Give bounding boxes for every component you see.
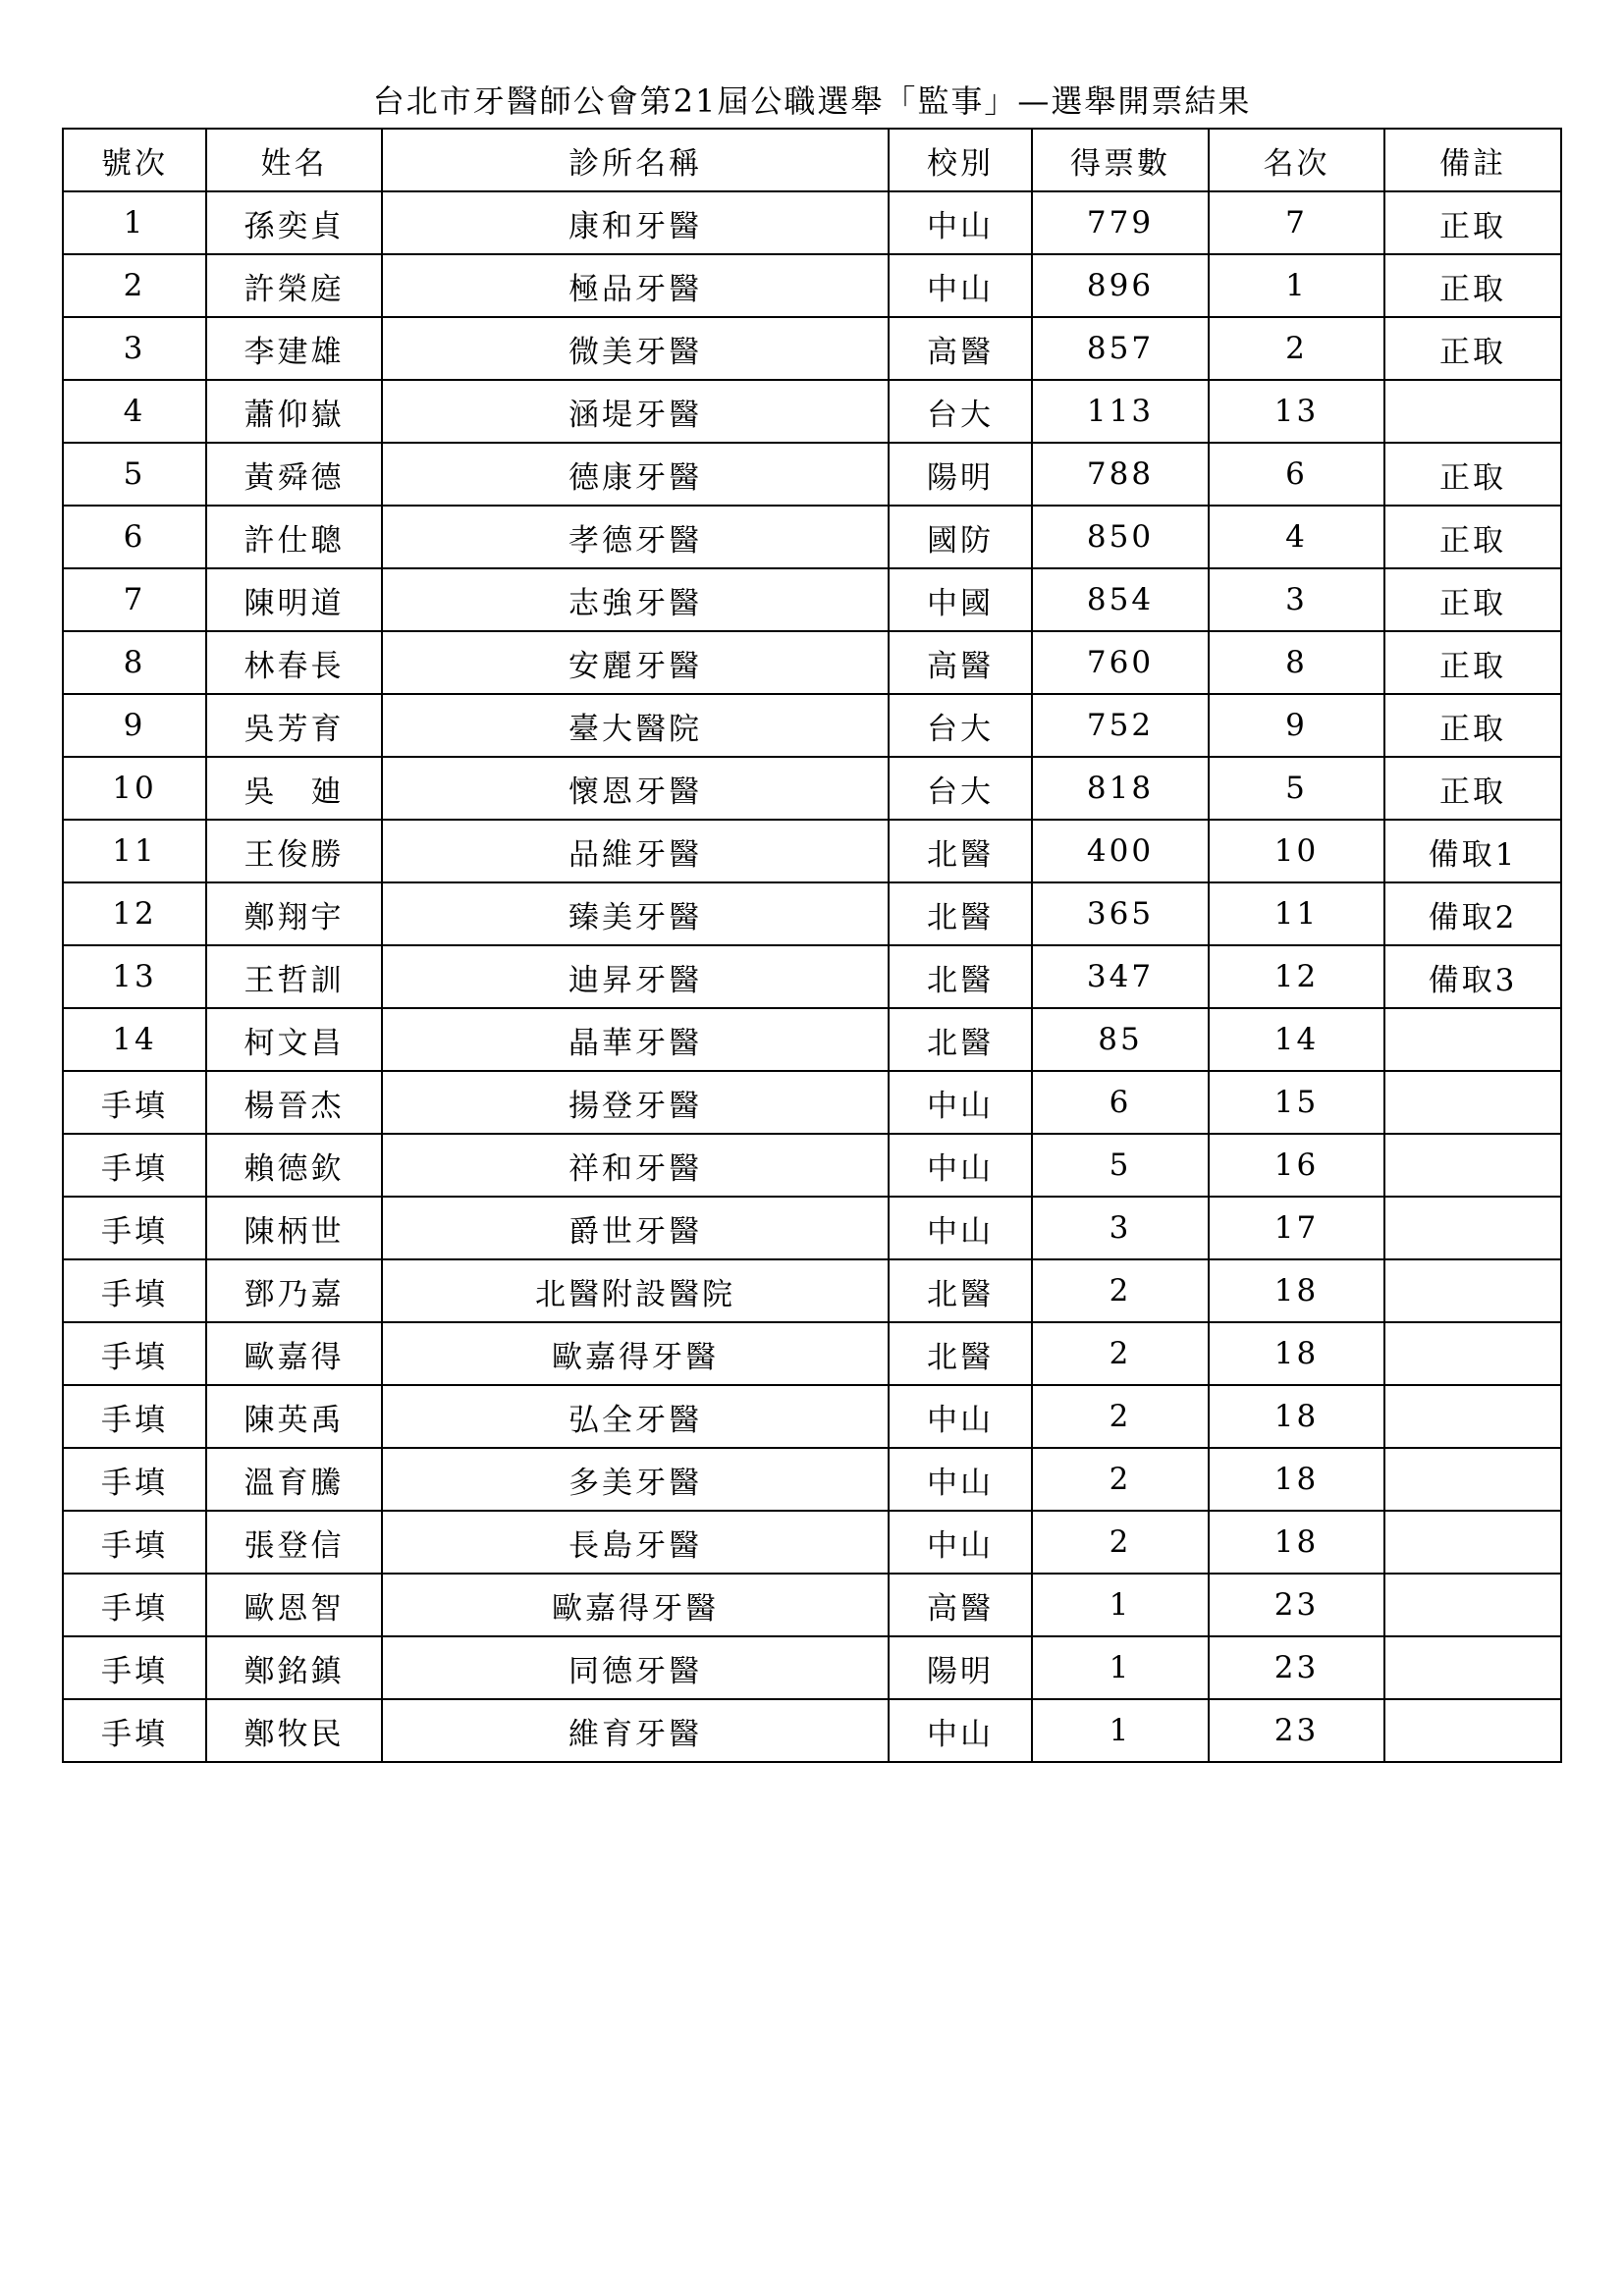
election-results-table — [62, 128, 1562, 1763]
cell-note — [1384, 380, 1561, 443]
cell-rank: 8 — [1209, 631, 1384, 694]
cell-note — [1384, 1071, 1561, 1134]
cell-note: 正取 — [1384, 757, 1561, 820]
cell-votes: 854 — [1032, 568, 1209, 631]
cell-number: 14 — [63, 1008, 206, 1071]
cell-rank: 5 — [1209, 757, 1384, 820]
cell-school: 台大 — [889, 380, 1032, 443]
cell-clinic: 揚登牙醫 — [382, 1071, 889, 1134]
cell-clinic: 維育牙醫 — [382, 1699, 889, 1762]
cell-rank: 16 — [1209, 1134, 1384, 1197]
cell-clinic: 臻美牙醫 — [382, 882, 889, 945]
cell-note — [1384, 1699, 1561, 1762]
cell-number: 手填 — [63, 1322, 206, 1385]
cell-rank: 18 — [1209, 1385, 1384, 1448]
cell-rank: 2 — [1209, 317, 1384, 380]
cell-rank: 10 — [1209, 820, 1384, 882]
cell-name: 張登信 — [206, 1511, 382, 1574]
cell-votes: 6 — [1032, 1071, 1209, 1134]
cell-clinic: 弘全牙醫 — [382, 1385, 889, 1448]
cell-note: 正取 — [1384, 694, 1561, 757]
table-row — [63, 1259, 1561, 1322]
cell-votes: 760 — [1032, 631, 1209, 694]
cell-school: 北醫 — [889, 1322, 1032, 1385]
cell-name: 鄭銘鎮 — [206, 1636, 382, 1699]
cell-name: 鄧乃嘉 — [206, 1259, 382, 1322]
cell-clinic: 臺大醫院 — [382, 694, 889, 757]
cell-votes: 347 — [1032, 945, 1209, 1008]
cell-votes: 1 — [1032, 1699, 1209, 1762]
cell-votes: 2 — [1032, 1322, 1209, 1385]
cell-number: 手填 — [63, 1385, 206, 1448]
cell-votes: 850 — [1032, 506, 1209, 568]
cell-rank: 18 — [1209, 1511, 1384, 1574]
cell-name: 許榮庭 — [206, 254, 382, 317]
cell-clinic: 德康牙醫 — [382, 443, 889, 506]
column-header-school: 校別 — [889, 129, 1032, 191]
cell-note — [1384, 1134, 1561, 1197]
cell-rank: 12 — [1209, 945, 1384, 1008]
cell-votes: 896 — [1032, 254, 1209, 317]
cell-votes: 752 — [1032, 694, 1209, 757]
cell-number: 7 — [63, 568, 206, 631]
cell-rank: 14 — [1209, 1008, 1384, 1071]
table-row — [63, 1197, 1561, 1259]
cell-clinic: 歐嘉得牙醫 — [382, 1574, 889, 1636]
cell-note: 正取 — [1384, 254, 1561, 317]
cell-clinic: 北醫附設醫院 — [382, 1259, 889, 1322]
cell-note: 正取 — [1384, 631, 1561, 694]
cell-votes: 779 — [1032, 191, 1209, 254]
table-row — [63, 631, 1561, 694]
cell-note: 正取 — [1384, 568, 1561, 631]
cell-votes: 3 — [1032, 1197, 1209, 1259]
cell-name: 歐恩智 — [206, 1574, 382, 1636]
cell-number: 手填 — [63, 1259, 206, 1322]
cell-votes: 400 — [1032, 820, 1209, 882]
cell-school: 國防 — [889, 506, 1032, 568]
cell-votes: 2 — [1032, 1448, 1209, 1511]
cell-rank: 6 — [1209, 443, 1384, 506]
cell-school: 台大 — [889, 757, 1032, 820]
cell-school: 中山 — [889, 1071, 1032, 1134]
cell-clinic: 長島牙醫 — [382, 1511, 889, 1574]
cell-name: 吳芳育 — [206, 694, 382, 757]
cell-note — [1384, 1574, 1561, 1636]
cell-rank: 13 — [1209, 380, 1384, 443]
cell-school: 中山 — [889, 1699, 1032, 1762]
cell-school: 北醫 — [889, 1008, 1032, 1071]
cell-number: 2 — [63, 254, 206, 317]
cell-school: 中國 — [889, 568, 1032, 631]
cell-rank: 23 — [1209, 1699, 1384, 1762]
table-row — [63, 1134, 1561, 1197]
cell-votes: 857 — [1032, 317, 1209, 380]
table-row — [63, 1008, 1561, 1071]
cell-note: 備取2 — [1384, 882, 1561, 945]
table-row — [63, 882, 1561, 945]
cell-name: 鄭牧民 — [206, 1699, 382, 1762]
cell-name: 林春長 — [206, 631, 382, 694]
table-row — [63, 945, 1561, 1008]
cell-name: 王哲訓 — [206, 945, 382, 1008]
table-row — [63, 694, 1561, 757]
cell-clinic: 迪昇牙醫 — [382, 945, 889, 1008]
cell-name: 歐嘉得 — [206, 1322, 382, 1385]
cell-rank: 3 — [1209, 568, 1384, 631]
cell-number: 8 — [63, 631, 206, 694]
cell-clinic: 祥和牙醫 — [382, 1134, 889, 1197]
table-header — [63, 129, 1561, 191]
cell-school: 台大 — [889, 694, 1032, 757]
cell-name: 王俊勝 — [206, 820, 382, 882]
table-row — [63, 1574, 1561, 1636]
cell-votes: 818 — [1032, 757, 1209, 820]
column-header-number: 號次 — [63, 129, 206, 191]
cell-name: 吳 廸 — [206, 757, 382, 820]
cell-clinic: 微美牙醫 — [382, 317, 889, 380]
cell-number: 手填 — [63, 1134, 206, 1197]
table-body — [63, 191, 1561, 1762]
cell-rank: 18 — [1209, 1322, 1384, 1385]
cell-clinic: 志強牙醫 — [382, 568, 889, 631]
cell-school: 北醫 — [889, 1259, 1032, 1322]
cell-rank: 9 — [1209, 694, 1384, 757]
cell-school: 中山 — [889, 1197, 1032, 1259]
cell-rank: 15 — [1209, 1071, 1384, 1134]
cell-clinic: 爵世牙醫 — [382, 1197, 889, 1259]
table-row — [63, 1699, 1561, 1762]
cell-number: 手填 — [63, 1511, 206, 1574]
cell-votes: 788 — [1032, 443, 1209, 506]
cell-note: 備取3 — [1384, 945, 1561, 1008]
table-row — [63, 568, 1561, 631]
cell-number: 手填 — [63, 1574, 206, 1636]
cell-note — [1384, 1259, 1561, 1322]
cell-name: 陳英禹 — [206, 1385, 382, 1448]
table-row — [63, 317, 1561, 380]
cell-rank: 1 — [1209, 254, 1384, 317]
cell-note — [1384, 1448, 1561, 1511]
table-row — [63, 820, 1561, 882]
cell-name: 陳柄世 — [206, 1197, 382, 1259]
table-row — [63, 443, 1561, 506]
cell-rank: 17 — [1209, 1197, 1384, 1259]
cell-note — [1384, 1385, 1561, 1448]
cell-school: 陽明 — [889, 1636, 1032, 1699]
table-row — [63, 1071, 1561, 1134]
cell-clinic: 多美牙醫 — [382, 1448, 889, 1511]
cell-note — [1384, 1636, 1561, 1699]
cell-note — [1384, 1197, 1561, 1259]
cell-number: 11 — [63, 820, 206, 882]
column-header-name: 姓名 — [206, 129, 382, 191]
cell-school: 北醫 — [889, 945, 1032, 1008]
cell-clinic: 同德牙醫 — [382, 1636, 889, 1699]
cell-number: 12 — [63, 882, 206, 945]
cell-name: 楊晉杰 — [206, 1071, 382, 1134]
cell-clinic: 極品牙醫 — [382, 254, 889, 317]
table-row — [63, 757, 1561, 820]
cell-number: 手填 — [63, 1699, 206, 1762]
cell-clinic: 康和牙醫 — [382, 191, 889, 254]
cell-number: 10 — [63, 757, 206, 820]
table-row — [63, 380, 1561, 443]
cell-clinic: 涵堤牙醫 — [382, 380, 889, 443]
column-header-note: 備註 — [1384, 129, 1561, 191]
cell-note: 正取 — [1384, 317, 1561, 380]
cell-number: 手填 — [63, 1071, 206, 1134]
column-header-rank: 名次 — [1209, 129, 1384, 191]
cell-note: 備取1 — [1384, 820, 1561, 882]
table-row — [63, 1448, 1561, 1511]
cell-school: 中山 — [889, 1511, 1032, 1574]
cell-number: 手填 — [63, 1636, 206, 1699]
cell-name: 溫育騰 — [206, 1448, 382, 1511]
table-row — [63, 191, 1561, 254]
cell-votes: 1 — [1032, 1636, 1209, 1699]
cell-name: 孫奕貞 — [206, 191, 382, 254]
cell-clinic: 品維牙醫 — [382, 820, 889, 882]
cell-note: 正取 — [1384, 443, 1561, 506]
cell-votes: 1 — [1032, 1574, 1209, 1636]
cell-votes: 2 — [1032, 1385, 1209, 1448]
cell-name: 李建雄 — [206, 317, 382, 380]
cell-school: 中山 — [889, 1385, 1032, 1448]
cell-name: 鄭翔宇 — [206, 882, 382, 945]
cell-name: 許仕聰 — [206, 506, 382, 568]
cell-note — [1384, 1511, 1561, 1574]
cell-votes: 5 — [1032, 1134, 1209, 1197]
cell-number: 3 — [63, 317, 206, 380]
cell-school: 陽明 — [889, 443, 1032, 506]
column-header-clinic: 診所名稱 — [382, 129, 889, 191]
cell-rank: 18 — [1209, 1448, 1384, 1511]
cell-number: 4 — [63, 380, 206, 443]
cell-number: 手填 — [63, 1448, 206, 1511]
cell-note: 正取 — [1384, 506, 1561, 568]
cell-note: 正取 — [1384, 191, 1561, 254]
document-title: 台北市牙醫師公會第21屆公職選舉「監事」—選舉開票結果 — [372, 82, 1252, 120]
cell-name: 黃舜德 — [206, 443, 382, 506]
cell-number: 手填 — [63, 1197, 206, 1259]
cell-votes: 113 — [1032, 380, 1209, 443]
cell-school: 北醫 — [889, 820, 1032, 882]
cell-name: 柯文昌 — [206, 1008, 382, 1071]
cell-name: 陳明道 — [206, 568, 382, 631]
cell-clinic: 孝德牙醫 — [382, 506, 889, 568]
cell-clinic: 歐嘉得牙醫 — [382, 1322, 889, 1385]
cell-rank: 18 — [1209, 1259, 1384, 1322]
cell-school: 高醫 — [889, 1574, 1032, 1636]
cell-number: 13 — [63, 945, 206, 1008]
cell-name: 賴德欽 — [206, 1134, 382, 1197]
cell-school: 中山 — [889, 191, 1032, 254]
cell-number: 1 — [63, 191, 206, 254]
cell-clinic: 安麗牙醫 — [382, 631, 889, 694]
table-row — [63, 254, 1561, 317]
header-row — [63, 129, 1561, 191]
cell-rank: 23 — [1209, 1574, 1384, 1636]
table-row — [63, 1511, 1561, 1574]
cell-clinic: 懷恩牙醫 — [382, 757, 889, 820]
cell-number: 5 — [63, 443, 206, 506]
cell-votes: 2 — [1032, 1511, 1209, 1574]
cell-school: 中山 — [889, 254, 1032, 317]
cell-number: 9 — [63, 694, 206, 757]
cell-note — [1384, 1008, 1561, 1071]
table-row — [63, 1636, 1561, 1699]
cell-rank: 23 — [1209, 1636, 1384, 1699]
cell-school: 北醫 — [889, 882, 1032, 945]
cell-clinic: 晶華牙醫 — [382, 1008, 889, 1071]
column-header-votes: 得票數 — [1032, 129, 1209, 191]
cell-rank: 7 — [1209, 191, 1384, 254]
cell-rank: 4 — [1209, 506, 1384, 568]
cell-votes: 365 — [1032, 882, 1209, 945]
cell-votes: 2 — [1032, 1259, 1209, 1322]
table-row — [63, 1385, 1561, 1448]
cell-note — [1384, 1322, 1561, 1385]
cell-rank: 11 — [1209, 882, 1384, 945]
cell-school: 高醫 — [889, 631, 1032, 694]
table-row — [63, 506, 1561, 568]
table-row — [63, 1322, 1561, 1385]
cell-name: 蕭仰嶽 — [206, 380, 382, 443]
cell-number: 6 — [63, 506, 206, 568]
cell-school: 高醫 — [889, 317, 1032, 380]
cell-votes: 85 — [1032, 1008, 1209, 1071]
cell-school: 中山 — [889, 1448, 1032, 1511]
cell-school: 中山 — [889, 1134, 1032, 1197]
